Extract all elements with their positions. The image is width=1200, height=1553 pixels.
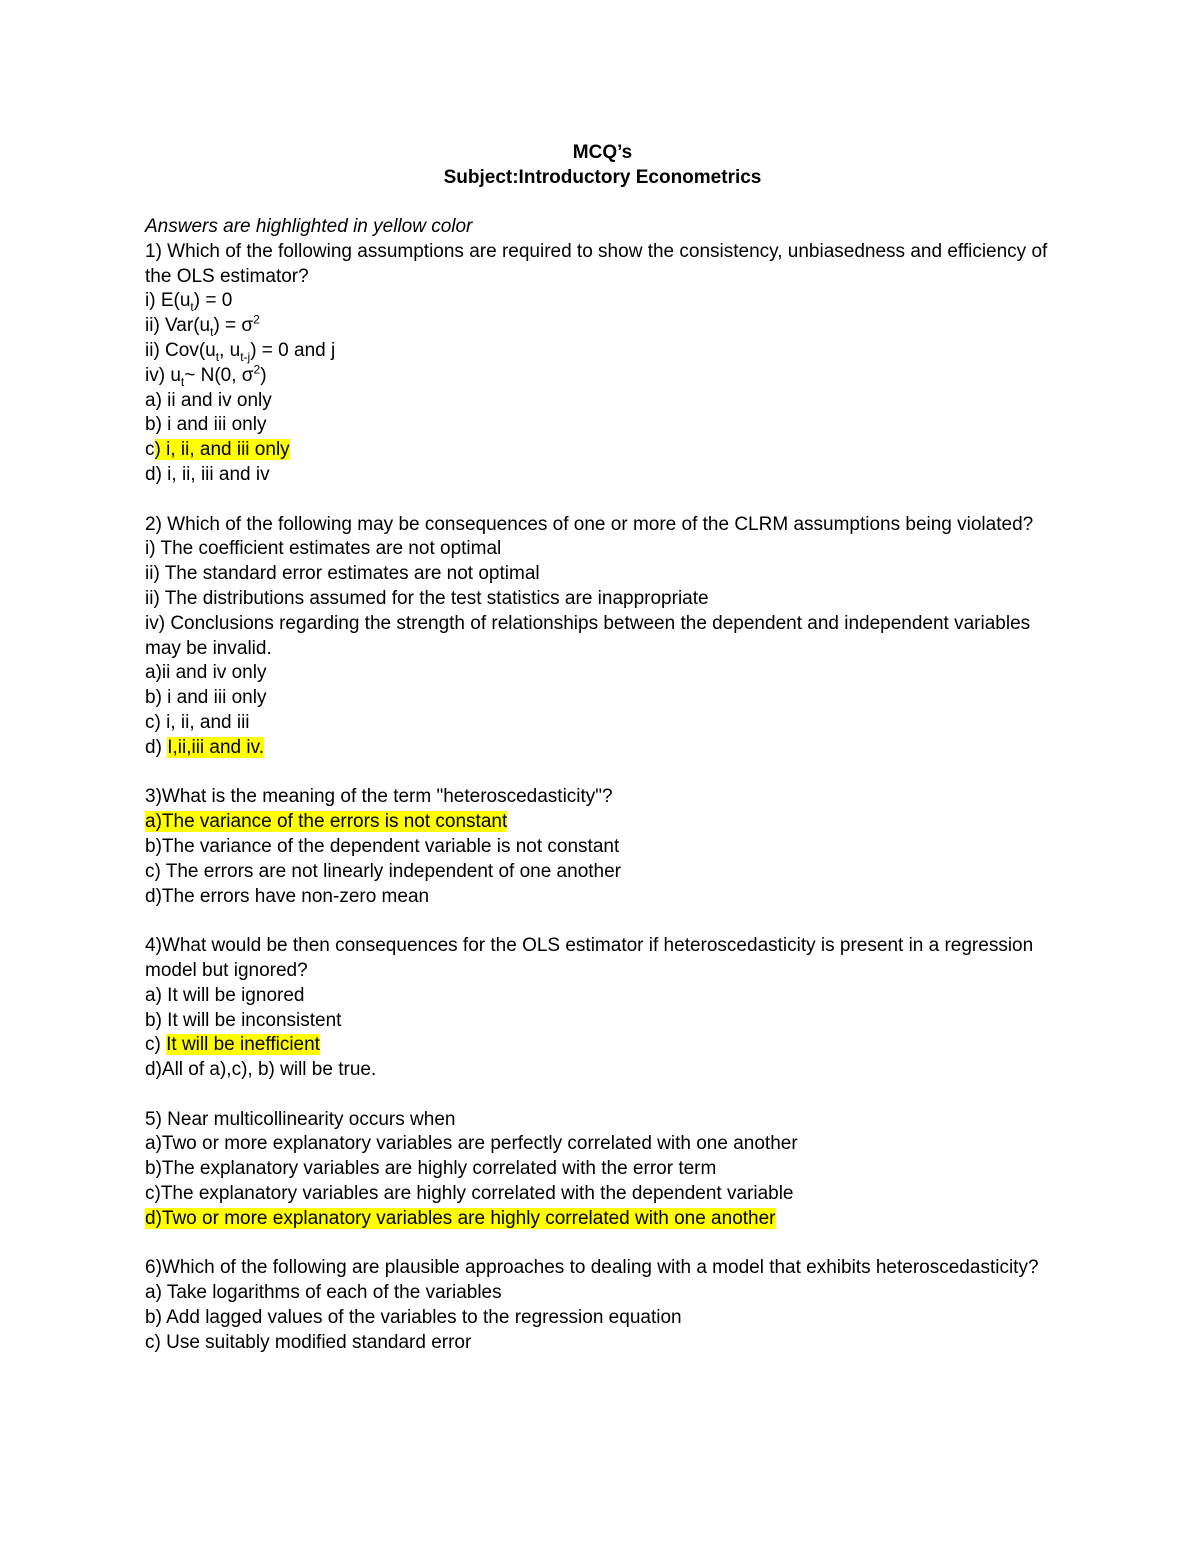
q2-statement-1: i) The coefficient estimates are not optimal	[145, 538, 502, 560]
spacer	[145, 488, 1060, 513]
q2-option-c: c) i, ii, and iii	[145, 711, 250, 733]
q5-option-c: c)The explanatory variables are highly correlated with the dependent variable	[145, 1183, 794, 1205]
q4-option-c-answer: c) It will be inefficient	[145, 1034, 320, 1056]
q4-option-a: a) It will be ignored	[145, 984, 305, 1006]
q3-stem: 3)What is the meaning of the term "heteroscedasticity"?	[145, 786, 613, 808]
q1-statement-3: ii) $Cov(u_t$, $u_{t-j}) = 0$ and j	[145, 339, 336, 364]
q1-option-b: b) i and iii only	[145, 414, 267, 436]
q2-statement-3: ii) The distributions assumed for the test statistics are inappropriate	[145, 587, 709, 609]
q4-option-d: d)All of a),c), b) will be true.	[145, 1059, 377, 1081]
q6-option-a: a) Take logarithms of each of the variables	[145, 1282, 502, 1304]
q2-stem: 2) Which of the following may be consequences of one or more of the CLRM assumptions being violated?	[145, 513, 1034, 535]
q1-option-d: d) i, ii, iii and iv	[145, 463, 270, 485]
q1-statement-4: iv) $u_t\sim$ N(0, $\sigma^2$)	[145, 362, 267, 389]
spacer	[145, 1083, 1060, 1108]
answer-highlight: I,ii,iii and iv.	[167, 736, 264, 758]
q3-option-a-answer	[145, 810, 1060, 835]
answer-note: Answers are highlighted in yellow color	[145, 216, 473, 237]
q5-stem: 5) Near multicollinearity occurs when	[145, 1108, 456, 1130]
spacer	[145, 190, 1060, 215]
answer-highlight: a)The variance of the errors is not constant	[145, 811, 508, 833]
q1-stem: 1) Which of the following assumptions are required to show the consistency, unbiasedness and efficiency of the OLS estimator?	[145, 240, 1048, 287]
q2-option-d-answer: d) I,ii,iii and iv.	[145, 736, 264, 758]
q6-option-b: b) Add lagged values of the variables to the regression equation	[145, 1307, 682, 1329]
q2-option-a: a)ii and iv only	[145, 662, 267, 684]
spacer	[145, 909, 1060, 934]
q1-statement-2: ii) $Var(u_t) = \sigma^2$	[145, 312, 260, 339]
q2-statement-4: iv) Conclusions regarding the strength of relationships between the dependent and independent variables may be invalid.	[145, 612, 1031, 659]
q1-option-a: a) ii and iv only	[145, 389, 272, 411]
q5-option-d-answer	[145, 1207, 1060, 1232]
q6-stem: 6)Which of the following are plausible approaches to dealing with a model that exhibits heteroscedasticity?	[145, 1257, 1039, 1279]
q3-option-b: b)The variance of the dependent variable is not constant	[145, 835, 620, 857]
q2-statement-2: ii) The standard error estimates are not optimal	[145, 563, 540, 585]
q2-option-b: b) i and iii only	[145, 687, 267, 709]
q6-option-c: c) Use suitably modified standard error	[145, 1331, 472, 1353]
q4-stem: 4)What would be then consequences for the OLS estimator if heteroscedasticity is present in a regression model but ignored?	[145, 935, 1034, 981]
document-subject: Subject:Introductory Econometrics	[443, 167, 762, 188]
answer-highlight: ) i, ii, and iii only	[154, 439, 290, 461]
q3-option-d: d)The errors have non-zero mean	[145, 885, 430, 907]
spacer	[145, 1232, 1060, 1257]
answer-highlight: d)Two or more explanatory variables are highly correlated with one another	[145, 1207, 776, 1229]
q5-option-b: b)The explanatory variables are highly correlated with the error term	[145, 1158, 717, 1180]
q1-statement-1: i) $E(u_t) = 0$	[145, 290, 233, 315]
q5-option-a: a)Two or more explanatory variables are perfectly correlated with one another	[145, 1133, 798, 1155]
document-title: MCQ’s	[572, 142, 633, 163]
q3-option-c: c) The errors are not linearly independent of one another	[145, 860, 622, 882]
q1-option-c-answer: c) i, ii, and iii only	[145, 439, 290, 461]
q4-option-b: b) It will be inconsistent	[145, 1009, 342, 1031]
spacer	[145, 761, 1060, 786]
answer-highlight: It will be inefficient	[166, 1034, 320, 1056]
